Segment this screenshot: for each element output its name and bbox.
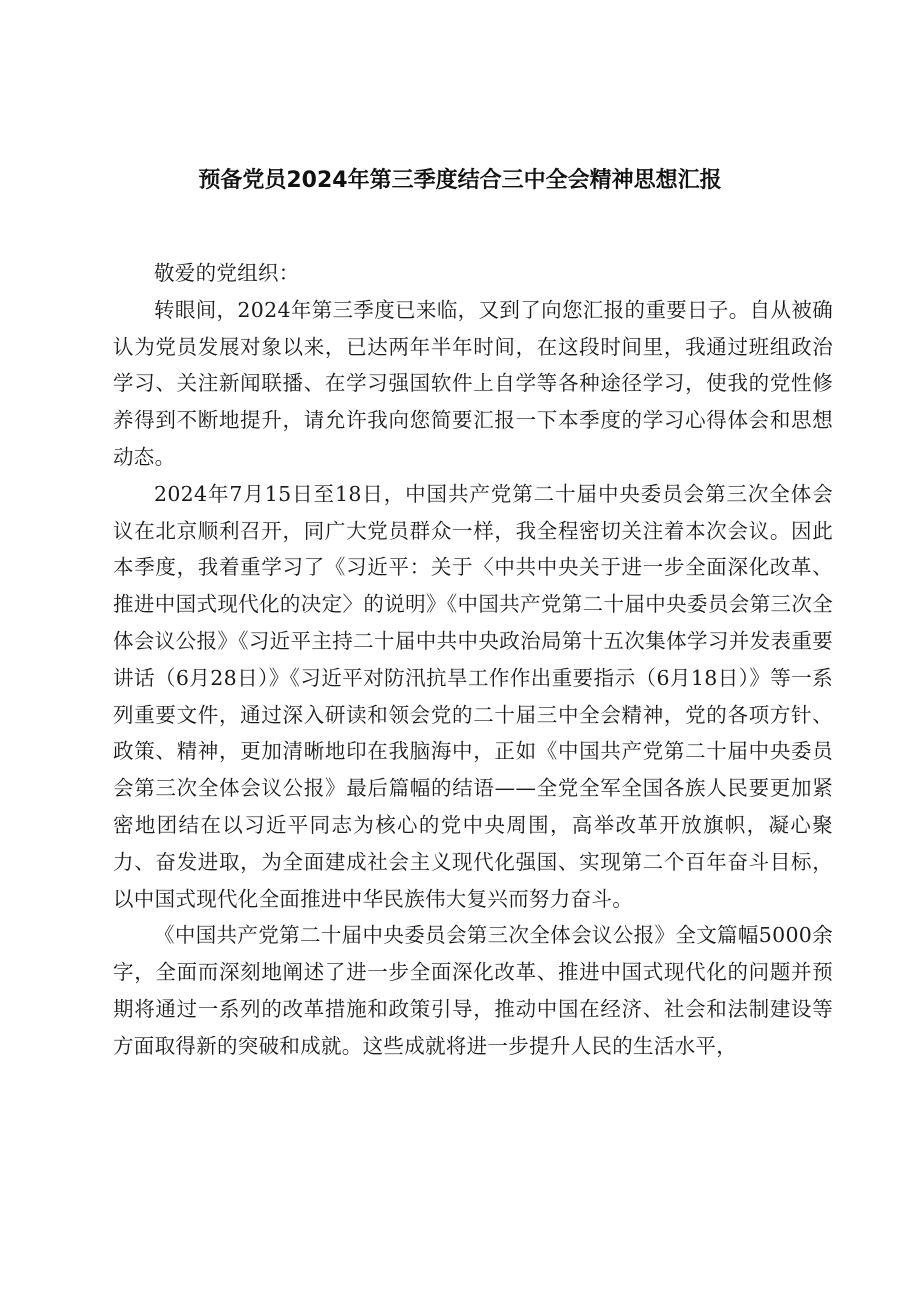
paragraph-3: 《中国共产党第二十届中央委员会第三次全体会议公报》全文篇幅5000余字，全面而深刻地阐述了进一步全面深化改革、推进中国式现代化的问题并预期将通过一系列的改革措施和政策引导，推动中国在经济、社会和法制建设等方面取得新的突破和成就。这些成就将进一步提升人民的生活水平， xyxy=(113,923,833,1058)
paragraph-2: 2024年7月15日至18日，中国共产党第二十届中央委员会第三次全体会议在北京顺利召开，同广大党员群众一样，我全程密切关注着本次会议。因此本季度，我着重学习了《习近平：关于〈中共中央关于进一步全面深化改革、推进中国式现代化的决定〉的说明》《中国共产党第二十届中央委员会第三次全体会议公报》《习近平主持二十届中共中央政治局第十五次集体学习并发表重要讲话（6月28日）》《习近平对防汛抗旱工作作出重要指示（6月18日）》等一系列重要文件，通过深入研读和领会党的二十届三中全会精神，党的各项方针、政策、精神，更加清晰地印在我脑海中，正如《中国共产党第二十届中央委员会第三次全体会议公报》最后篇幅的结语——全党全军全国各族人民要更加紧密地团结在以习近平同志为核心的党中央周围，高举改革开放旗帜，凝心聚力、奋发进取，为全面建成社会主义现代化强国、实现第二个百年奋斗目标，以中国式现代化全面推进中华民族伟大复兴而努力奋斗。 xyxy=(113,481,833,911)
document-body xyxy=(113,255,833,1065)
paragraph-1: 转眼间，2024年第三季度已来临，又到了向您汇报的重要日子。自从被确认为党员发展对象以来，已达两年半年时间，在这段时间里，我通过班组政治学习、关注新闻联播、在学习强国软件上自学等各种途径学习，使我的党性修养得到不断地提升，请允许我向您简要汇报一下本季度的学习心得体会和思想动态。 xyxy=(113,297,833,469)
salutation: 敬爱的党组织： xyxy=(154,261,300,285)
document-title: 预备党员2024年第三季度结合三中全会精神思想汇报 xyxy=(198,168,722,193)
